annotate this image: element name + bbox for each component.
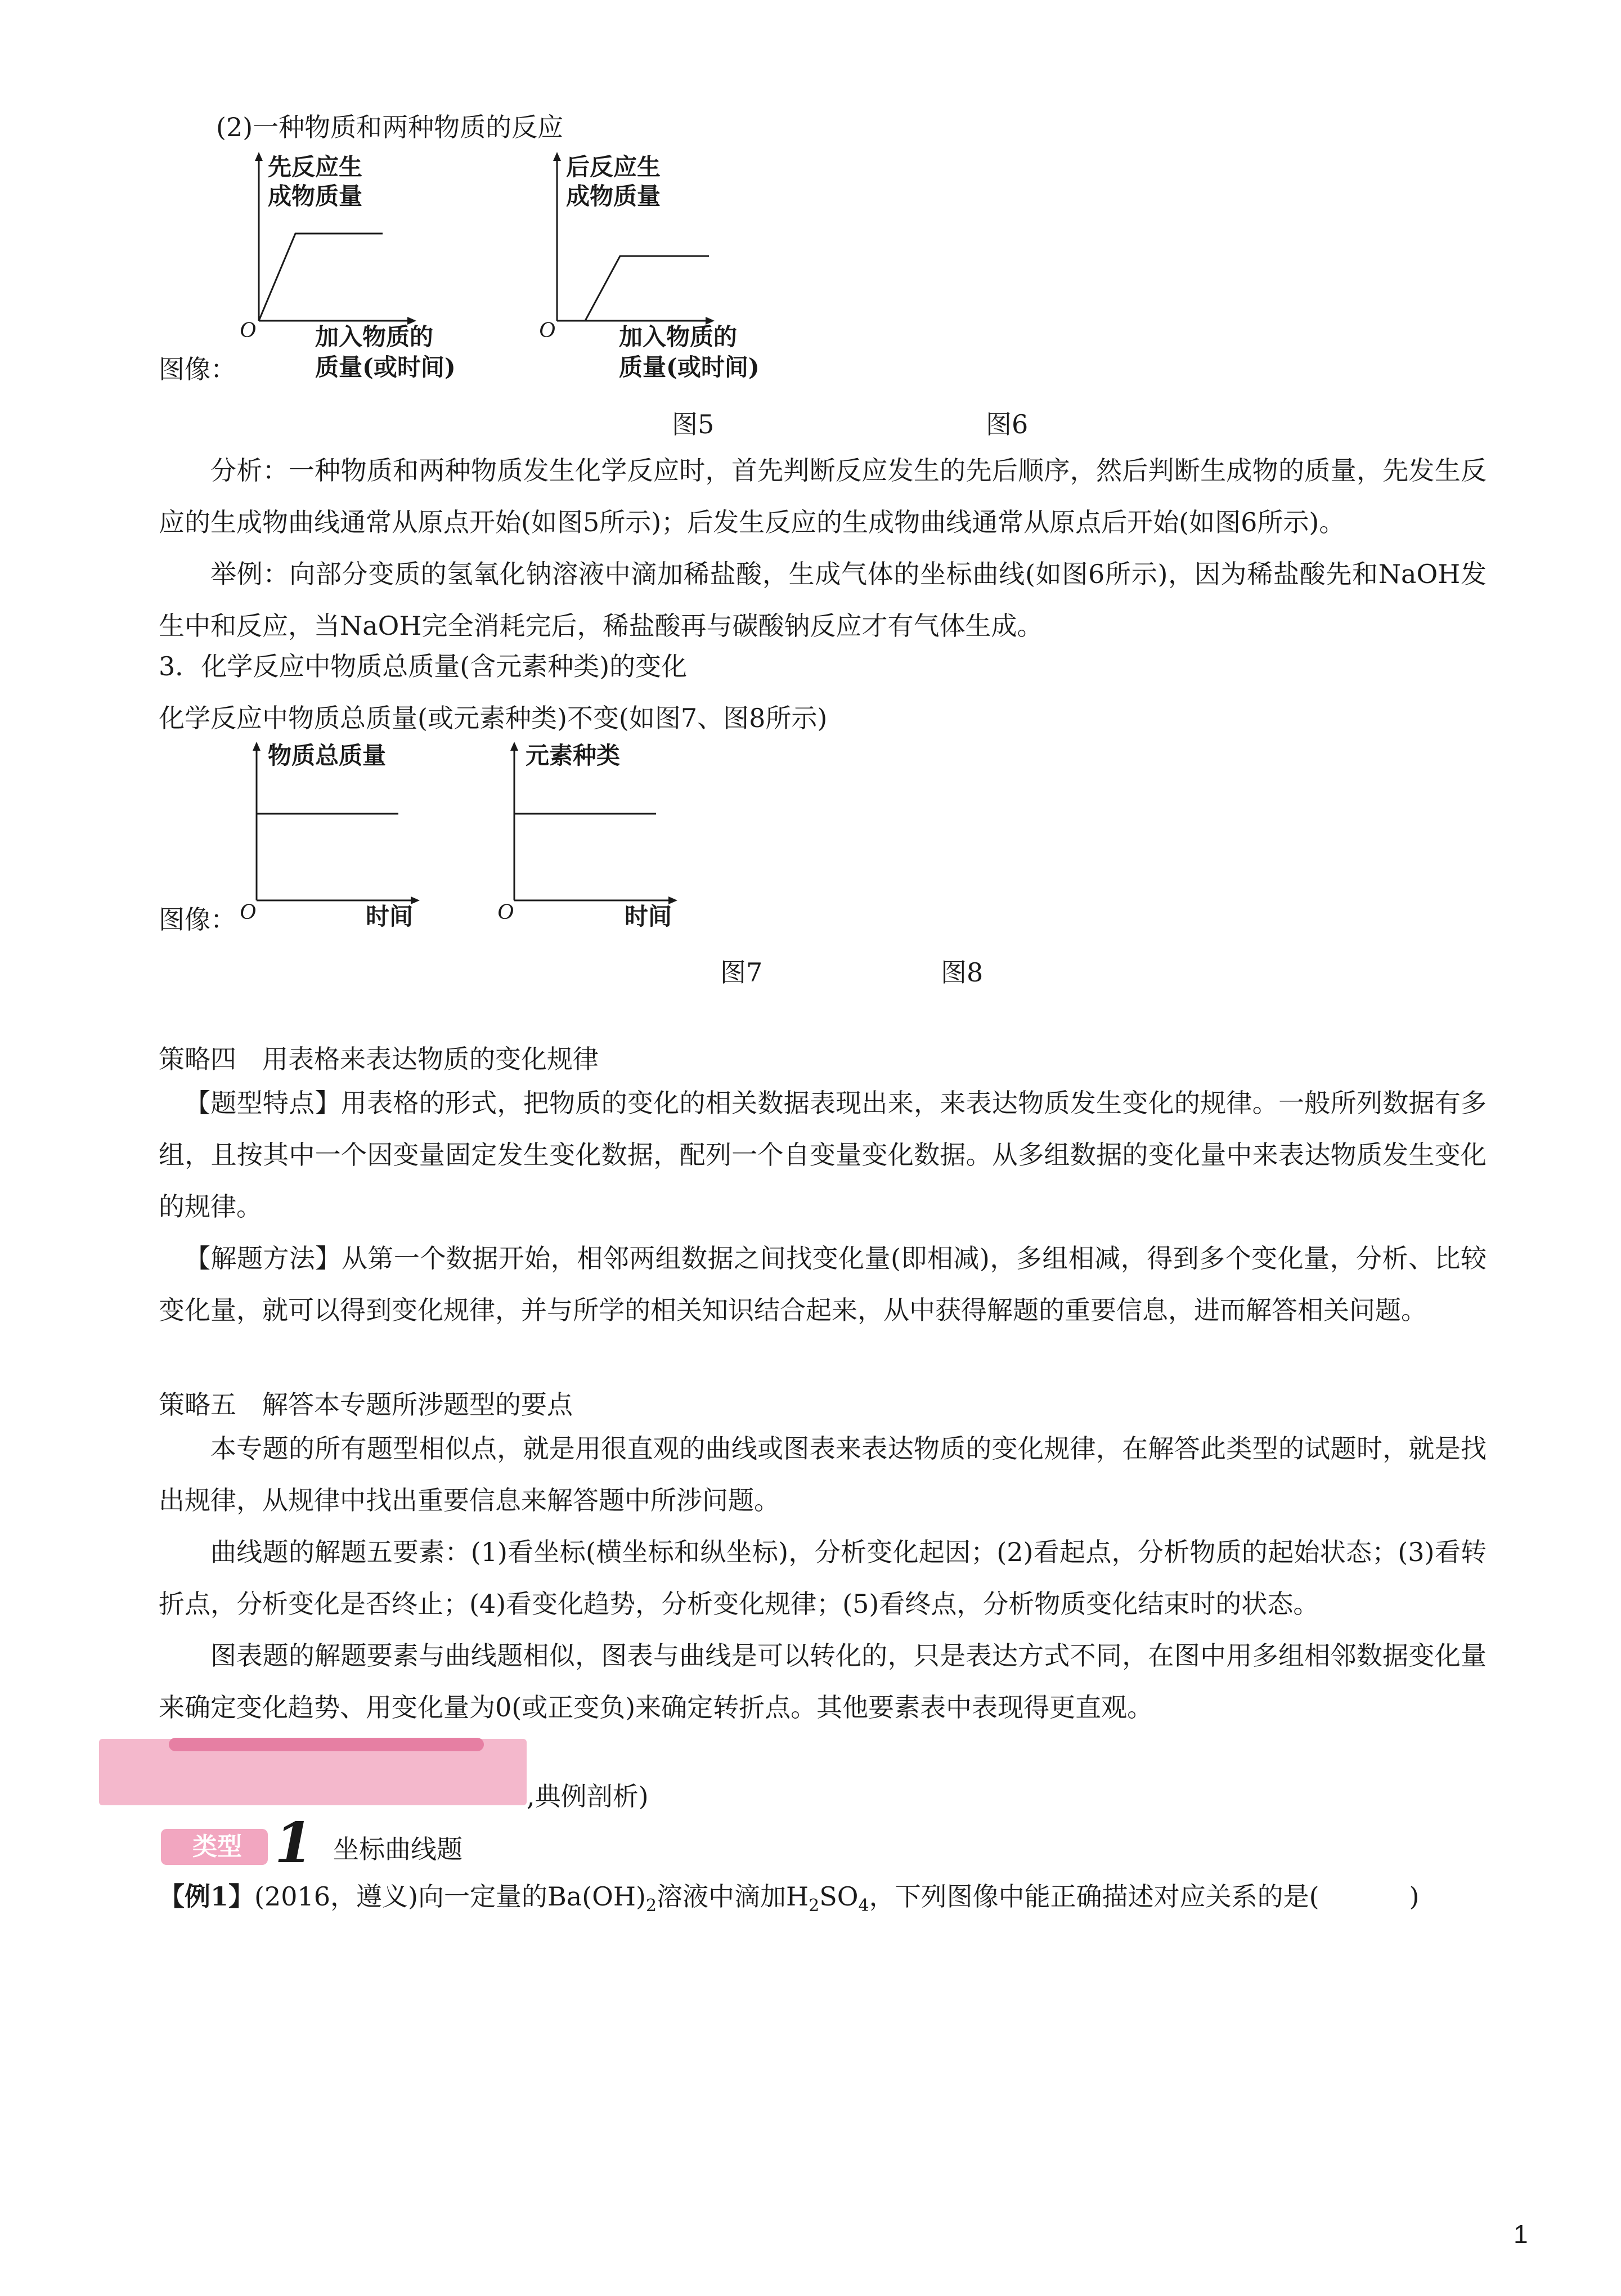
example1-text-d: ，下列图像中能正确描述对应关系的是( — [869, 1881, 1319, 1912]
strategy4-method: 【解题方法】从第一个数据开始，相邻两组数据之间找变化量(即相减)，多组相减，得到多个变化量，分析、比较变化量，就可以得到变化规律，并与所学的相关知识结合起来，从中获得解题的重要信息，进而解答相关问题。 — [159, 1243, 1487, 1325]
figure-7-xlabel: 时间 — [366, 903, 414, 930]
figure-7-caption: 图7 — [720, 957, 763, 988]
section-3-line: 化学反应中物质总质量(或元素种类)不变(如图7、图8所示) — [159, 703, 828, 733]
page-number: 1 — [1514, 2219, 1528, 2249]
type-title: 坐标曲线题 — [333, 1834, 462, 1864]
figure-7-origin: O — [240, 899, 256, 924]
example1-line — [159, 1880, 1419, 1923]
example1-text-a: (2016，遵义)向一定量的Ba(OH) — [254, 1881, 646, 1912]
figure-5-origin: O — [240, 317, 256, 342]
example1-text-c: SO — [819, 1881, 859, 1912]
figure-6-xlabel-1: 加入物质的 — [619, 323, 738, 351]
example1-text-b: 溶液中滴加H — [657, 1881, 809, 1912]
figure-6-xlabel-2: 质量(或时间) — [619, 353, 760, 381]
strategy5-p1: 本专题的所有题型相似点，就是用很直观的曲线或图表来表达物质的变化规律，在解答此类型的试题时，就是找出规律，从规律中找出重要信息来解答题中所涉问题。 — [159, 1433, 1487, 1515]
example-paragraph: 举例：向部分变质的氢氧化钠溶液中滴加稀盐酸，生成气体的坐标曲线(如图6所示)，因为稀盐酸先和NaOH发生中和反应，当NaOH完全消耗完后，稀盐酸再与碳酸钠反应才有气体生成。 — [159, 559, 1487, 641]
figure-8-caption: 图8 — [941, 957, 984, 988]
figure-8-xlabel: 时间 — [625, 903, 672, 930]
figure-5-caption: 图5 — [672, 409, 715, 440]
example1-prefix: 【例1】 — [159, 1881, 255, 1912]
figure-6-caption: 图6 — [986, 409, 1029, 440]
images-label-1: 图像： — [159, 354, 236, 384]
example1-sub-a: 2 — [645, 1896, 657, 1916]
example1-sub-c: 4 — [858, 1896, 869, 1916]
figure-6-origin: O — [539, 317, 555, 342]
section-banner-ribbon — [169, 1738, 484, 1751]
figure-5-ylabel-1: 先反应生 — [268, 153, 363, 181]
example1-close: ) — [1409, 1881, 1420, 1912]
figure-6-ylabel-1: 后反应生 — [566, 153, 661, 181]
analysis-paragraph: 分析：一种物质和两种物质发生化学反应时，首先判断反应发生的先后顺序，然后判断生成物的质量，先发生反应的生成物曲线通常从原点开始(如图5所示)；后发生反应的生成物曲线通常从原点后开始(如图6所示)。 — [159, 455, 1487, 537]
strategy5-title: 策略五 解答本专题所涉题型的要点 — [159, 1389, 573, 1420]
banner-text: ,典例剖析) — [527, 1781, 649, 1811]
section-2-title: (2)一种物质和两种物质的反应 — [216, 112, 564, 142]
type-badge: 类型 — [161, 1829, 268, 1865]
figure-5-xlabel-2: 质量(或时间) — [315, 353, 456, 381]
type-number: 1 — [275, 1811, 313, 1876]
figure-8-ylabel: 元素种类 — [526, 742, 621, 769]
strategy4-title: 策略四 用表格来表达物质的变化规律 — [159, 1044, 599, 1074]
images-label-2: 图像： — [159, 904, 236, 935]
figure-6-ylabel-2: 成物质量 — [566, 182, 661, 210]
example1-sub-b: 2 — [809, 1896, 820, 1916]
section-3-title: 3．化学反应中物质总质量(含元素种类)的变化 — [159, 651, 688, 681]
figure-8-origin: O — [497, 899, 514, 924]
figure-5-ylabel-2: 成物质量 — [268, 182, 363, 210]
figure-7-ylabel: 物质总质量 — [268, 742, 387, 769]
strategy5-p3: 图表题的解题要素与曲线题相似，图表与曲线是可以转化的，只是表达方式不同，在图中用多组相邻数据变化量来确定变化趋势、用变化量为0(或正变负)来确定转折点。其他要素表中表现得更直观。 — [159, 1640, 1487, 1723]
figure-5-xlabel-1: 加入物质的 — [315, 323, 434, 351]
strategy5-p2: 曲线题的解题五要素：(1)看坐标(横坐标和纵坐标)，分析变化起因；(2)看起点，分析物质的起始状态；(3)看转折点，分析变化是否终止；(4)看变化趋势，分析变化规律；(5)看终点，分析物质变化结束时的状态。 — [159, 1537, 1487, 1619]
strategy4-features: 【题型特点】用表格的形式，把物质的变化的相关数据表现出来，来表达物质发生变化的规律。一般所列数据有多组，且按其中一个因变量固定发生变化数据，配列一个自变量变化数据。从多组数据的变化量中来表达物质发生变化的规律。 — [159, 1088, 1487, 1222]
